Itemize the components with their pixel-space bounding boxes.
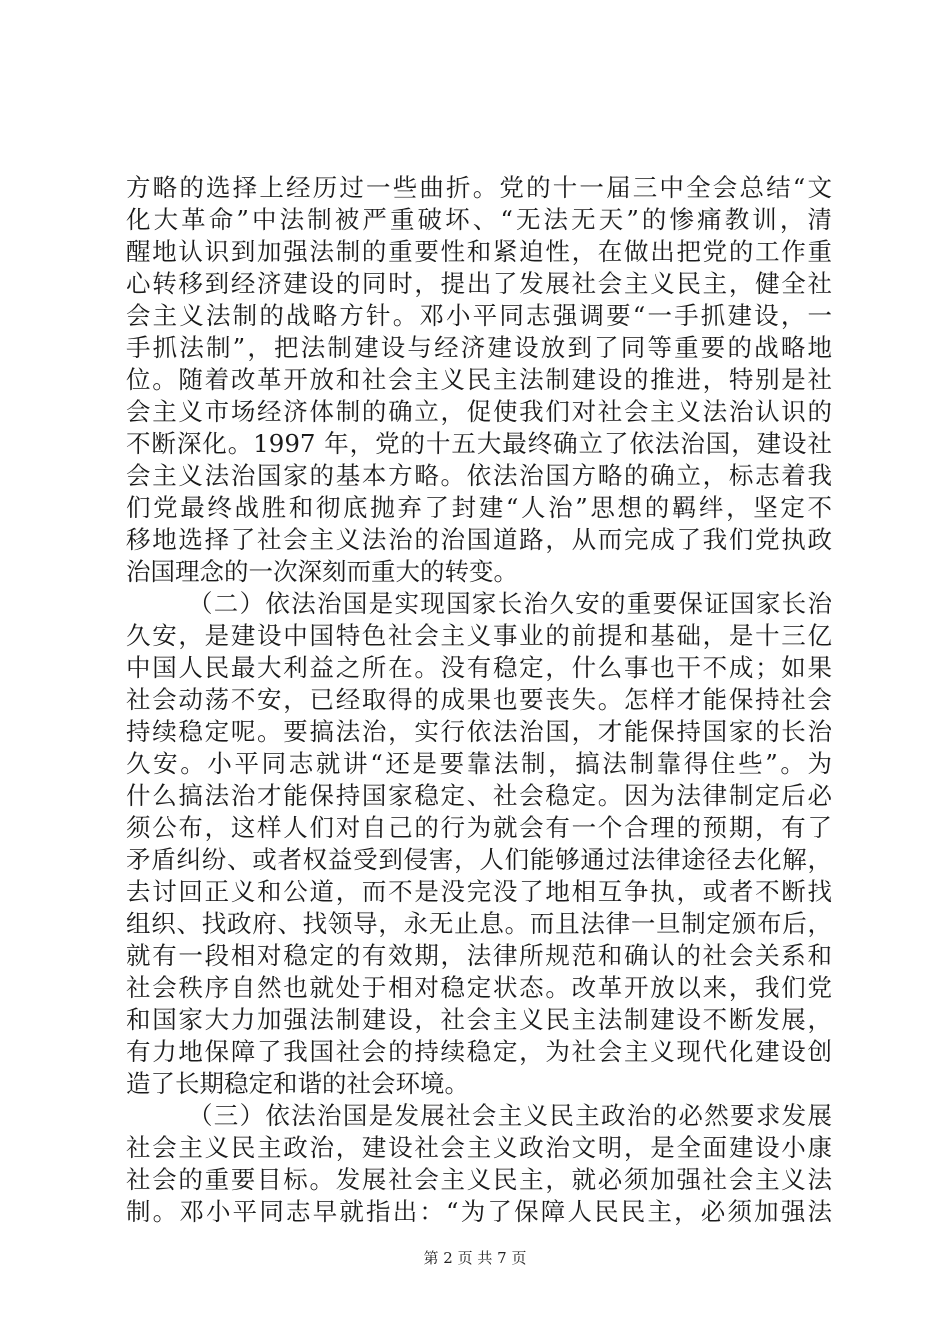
paragraph-line: 去讨回正义和公道，而不是没完没了地相互争执，或者不断找 xyxy=(126,877,832,906)
paragraph-line: 社会的重要目标。发展社会主义民主，就必须加强社会主义法 xyxy=(126,1165,832,1194)
paragraph-line: 们党最终战胜和彻底抛弃了封建“人治”思想的羁绊，坚定不 xyxy=(126,493,832,522)
paragraph-line: 治国理念的一次深刻而重大的转变。 xyxy=(126,557,518,586)
paragraph-line: 移地选择了社会主义法治的治国道路，从而完成了我们党执政 xyxy=(126,525,832,554)
paragraph-line: 持续稳定呢。要搞法治，实行依法治国，才能保持国家的长治 xyxy=(126,717,832,746)
paragraph-line: 造了长期稳定和谐的社会环境。 xyxy=(126,1069,469,1098)
paragraph-line: 组织、找政府、找领导，永无止息。而且法律一旦制定颁布后， xyxy=(126,909,832,938)
paragraph-line: 久安。小平同志就讲“还是要靠法制，搞法制靠得住些”。为 xyxy=(126,749,832,778)
paragraph-line: 和国家大力加强法制建设，社会主义民主法制建设不断发展， xyxy=(126,1005,832,1034)
paragraph xyxy=(126,172,832,588)
paragraph-line: 社会主义民主政治，建设社会主义政治文明，是全面建设小康 xyxy=(126,1133,832,1162)
paragraph-line: 社会秩序自然也就处于相对稳定状态。改革开放以来，我们党 xyxy=(126,973,832,1002)
paragraph-line: 就有一段相对稳定的有效期，法律所规范和确认的社会关系和 xyxy=(126,941,832,970)
paragraph-line: 会主义法制的战略方针。邓小平同志强调要“一手抓建设，一 xyxy=(126,301,832,330)
paragraph-line: 矛盾纠纷、或者权益受到侵害，人们能够通过法律途径去化解， xyxy=(126,845,832,874)
paragraph-line: 什么搞法治才能保持国家稳定、社会稳定。因为法律制定后必 xyxy=(126,781,832,810)
paragraph-line: 会主义市场经济体制的确立，促使我们对社会主义法治认识的 xyxy=(126,397,832,426)
paragraph-line: 手抓法制”，把法制建设与经济建设放到了同等重要的战略地 xyxy=(126,333,832,362)
paragraph-line: （二）依法治国是实现国家长治久安的重要保证国家长治 xyxy=(188,589,832,618)
paragraph-line: 醒地认识到加强法制的重要性和紧迫性，在做出把党的工作重 xyxy=(126,237,832,266)
page-footer: 第 2 页 共 7 页 xyxy=(423,1249,527,1267)
paragraph-line: 会主义法治国家的基本方略。依法治国方略的确立，标志着我 xyxy=(126,461,832,490)
body-text xyxy=(126,172,832,1228)
paragraph xyxy=(126,1100,832,1228)
paragraph-line: 位。随着改革开放和社会主义民主法制建设的推进，特别是社 xyxy=(126,365,832,394)
paragraph-line: 社会动荡不安，已经取得的成果也要丧失。怎样才能保持社会 xyxy=(126,685,832,714)
paragraph-line: 须公布，这样人们对自己的行为就会有一个合理的预期，有了 xyxy=(126,813,832,842)
paragraph xyxy=(126,588,832,1100)
paragraph-line: 不断深化。1997 年，党的十五大最终确立了依法治国，建设社 xyxy=(126,429,832,458)
paragraph-line: 化大革命”中法制被严重破坏、“无法无天”的惨痛教训，清 xyxy=(126,205,832,234)
paragraph-line: 久安，是建设中国特色社会主义事业的前提和基础，是十三亿 xyxy=(126,621,832,650)
paragraph-line: 方略的选择上经历过一些曲折。党的十一届三中全会总结“文 xyxy=(126,173,832,202)
paragraph-line: （三）依法治国是发展社会主义民主政治的必然要求发展 xyxy=(188,1101,832,1130)
paragraph-line: 中国人民最大利益之所在。没有稳定，什么事也干不成；如果 xyxy=(126,653,832,682)
paragraph-line: 心转移到经济建设的同时，提出了发展社会主义民主，健全社 xyxy=(126,269,832,298)
paragraph-line: 有力地保障了我国社会的持续稳定，为社会主义现代化建设创 xyxy=(126,1037,832,1066)
paragraph-line: 制。邓小平同志早就指出：“为了保障人民民主，必须加强法 xyxy=(126,1197,832,1226)
